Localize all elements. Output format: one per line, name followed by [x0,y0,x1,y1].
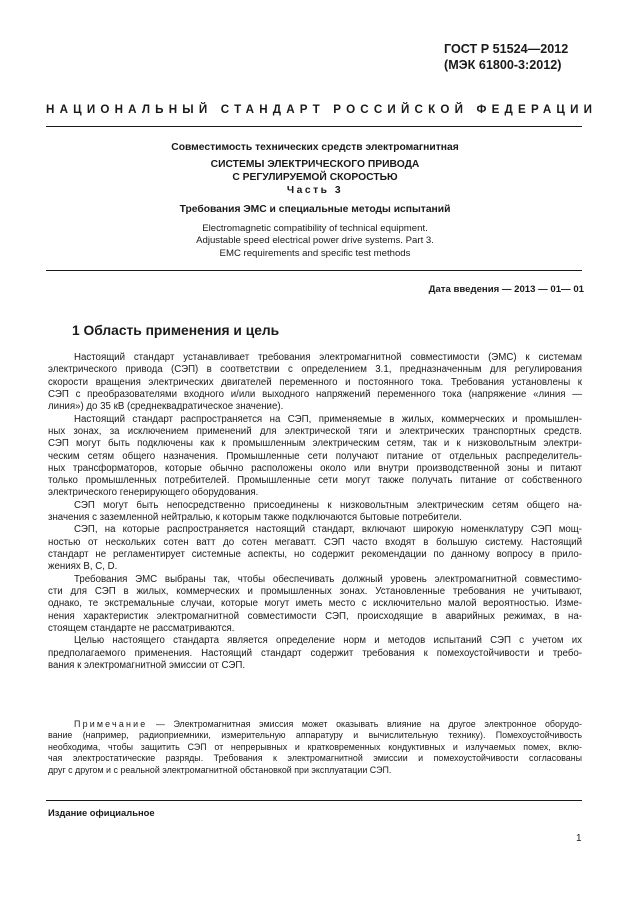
body-line: СЭП с преобразователями входного и/или выходного напряжений переменного тока (напряжение «линия — [48,388,582,400]
gost-number: ГОСТ Р 51524—2012 [444,42,569,56]
note-first-line-text: — Электромагнитная эмиссия может оказывать влияние на другое электронное оборудо- [147,719,582,729]
note-label: Примечание [74,719,148,729]
note-line: вание (например, радиоприемники, измерительную аппаратуру и вычислительную технику). Помехоустойчивость [48,730,582,741]
english-line-2: Adjustable speed electrical power drive systems. Part 3. [196,235,434,247]
note-line: необходима, чтобы защитить СЭП от непрерывных и кратковременных кондуктивных и излучаемых помех, вклю- [48,741,582,752]
title-line-1: СИСТЕМЫ ЭЛЕКТРИЧЕСКОГО ПРИВОДА [210,159,420,170]
note-line: друг с другом и с реальной электромагнитной обстановкой при эксплуатации СЭП. [48,764,392,775]
bottom-divider [46,800,582,801]
body-line: Требования ЭМС выбраны так, чтобы обеспечивать должный уровень электромагнитной совместимо- [74,573,582,585]
introduction-date: Дата введения — 2013 — 01— 01 [428,284,584,295]
body-line: стоящем стандарте не рассматриваются. [48,622,235,634]
body-line: однако, те экстремальные случаи, которые могут иметь место с исключительно малой вероятностью. Изме- [48,598,582,610]
body-line: только промышленных потребителей. Промышленные сети могут также получать питание от собственного [48,475,582,487]
english-title [60,223,570,260]
body-text [48,352,582,672]
body-line: СЭП могут быть непосредственно присоединены к низковольтным электрическим сетям общего на- [74,499,582,511]
section-heading: 1 Область применения и цель [72,323,280,338]
note-block [48,719,582,776]
note-line: чая электростатические разряды. Требования к электромагнитной эмиссии и помехоустойчивости согласованы [48,753,582,764]
note-first-line [48,719,582,730]
part-label: Часть 3 [286,185,344,196]
body-line: значения с заземленной нейтралью, к которым также подключаются бытовые потребители. [48,512,462,524]
body-line: линия») до 35 кВ (среднеквадратическое значение). [48,401,284,413]
body-line: электрического привода (СЭП) в соответствии с определением 3.1, предназначенным для регулирования [48,364,582,376]
body-line: вания к электромагнитной эмиссии от СЭП. [48,659,246,671]
standard-category: Совместимость технических средств электромагнитная [171,142,459,153]
official-edition-label: Издание официальное [48,807,155,818]
body-line: электрического генерирующего оборудования. [48,487,259,499]
body-line: ных зонах, за исключением применений для электрической тяги и электрических транспортных средств. [48,425,582,437]
body-line: сти для СЭП в жилых, коммерческих и промышленных зонах. Установленные требования не учитывают, [48,585,582,597]
body-line: предполагаемого применения. Настоящий стандарт содержит требования к помехоустойчивости и требо- [48,647,582,659]
body-line: Настоящий стандарт распространяется на СЭП, применяемые в жилых, коммерческих и промышлен- [74,413,582,425]
body-line: ческим сетям общего назначения. Промышленные сети получают питание от отдельных распределитель- [48,450,582,462]
gost-header [444,41,568,73]
body-line: нения характеристик электромагнитной совместимости СЭП, происходящие в аварийных режимах, в на- [48,610,582,622]
subtitle: Требования ЭМС и специальные методы испытаний [179,204,451,215]
body-line: Целью настоящего стандарта является определение норм и методов испытаний СЭП с учетом их [74,635,582,647]
top-divider [46,126,582,127]
middle-divider [46,270,582,271]
body-line: стандарт не регламентирует системные аспекты, но содержит рекомендации по данному вопросу в прило- [48,549,582,560]
body-line: ных трансформаторов, которые обычно расположены около или внутри производственной зоны и питают [48,462,582,474]
national-standard-banner: НАЦИОНАЛЬНЫЙ СТАНДАРТ РОССИЙСКОЙ ФЕДЕРАЦИИ [46,103,598,116]
body-line: ностью от нескольких сотен ватт до сотен мегаватт. СЭП часто входят в большую систему. Настоящий [48,536,582,548]
english-line-1: Electromagnetic compatibility of technical equipment. [202,223,428,234]
body-line: СЭП, на которые распространяется настоящий стандарт, включают широкую номенклатуру СЭП мощ- [74,524,582,536]
note-lines [48,730,582,776]
standard-title [60,159,570,184]
body-line: скорости вращения электрических двигателей переменного и постоянного тока. Требования установлены к [48,376,582,388]
body-line: СЭП могут быть подключены как к промышленным электрическим сетям, так и к низковольтным электри- [48,438,582,450]
title-line-2: С РЕГУЛИРУЕМОЙ СКОРОСТЬЮ [232,171,398,183]
english-line-3: EMC requirements and specific test methods [219,247,411,259]
body-line: жениях В, С, D. [48,561,118,573]
body-line: Настоящий стандарт устанавливает требования электромагнитной совместимости (ЭМС) к системам [74,352,582,363]
page-number: 1 [576,833,582,844]
iec-number: (МЭК 61800-3:2012) [444,58,562,72]
